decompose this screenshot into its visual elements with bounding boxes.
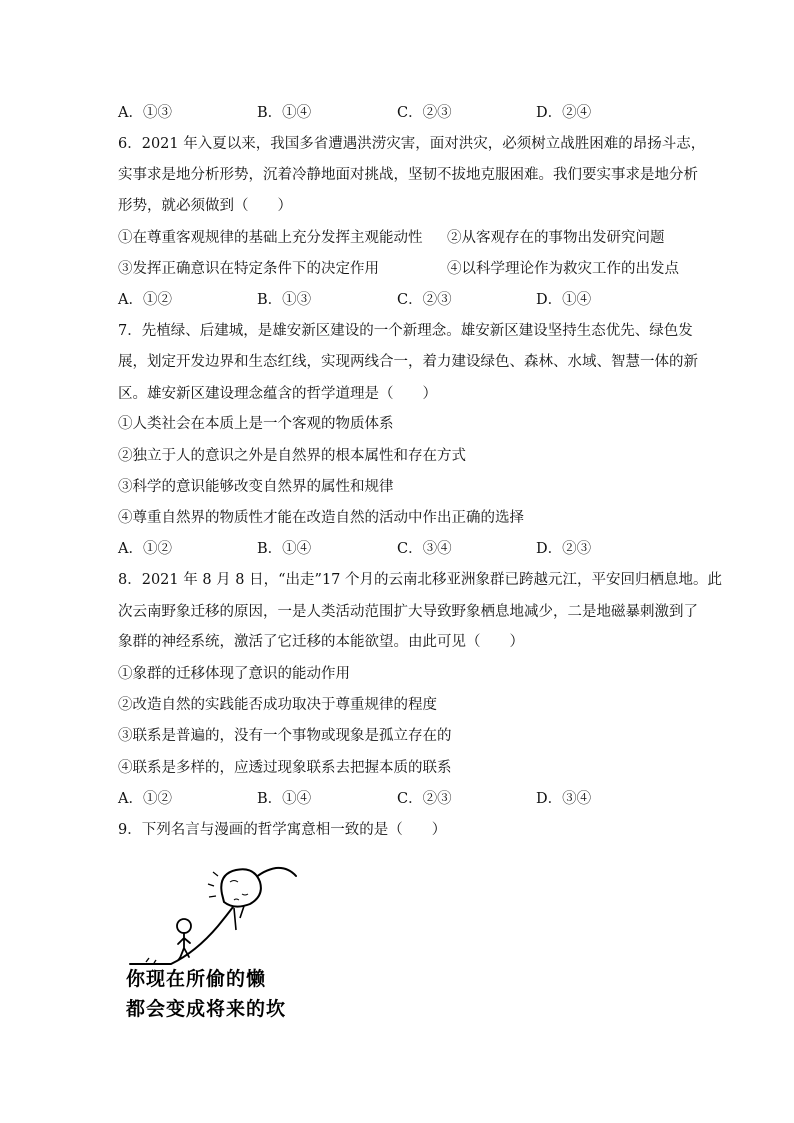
q6-statement-4: ④以科学理论作为救灾工作的出发点: [447, 261, 679, 277]
q8-stem-line-1: 8．2021 年 8 月 8 日，“出走”17 个月的云南北移亚洲象群已跨越元江，平安回归栖息地。此: [118, 572, 723, 588]
q8-option-c: C．②③: [397, 791, 452, 807]
q9-stem: 9．下列名言与漫画的哲学寓意相一致的是（ ）: [118, 822, 447, 838]
q6-option-d: D．①④: [536, 292, 592, 308]
q6-stem-line-3: 形势，就必须做到（ ）: [118, 198, 292, 214]
q8-statement-2: ②改造自然的实践能否成功取决于尊重规律的程度: [118, 697, 437, 713]
q6-options: [118, 290, 718, 310]
q6-statement-3: ③发挥正确意识在特定条件下的决定作用: [118, 261, 379, 277]
cartoon-caption-line-1: 你现在所偷的懒: [126, 968, 267, 990]
q8-stem-line-3: 象群的神经系统，激活了它迁移的本能欲望。由此可见（ ）: [118, 634, 524, 650]
cartoon-caption-line-2: 都会变成将来的坎: [126, 998, 287, 1020]
q6-stem-line-1: 6．2021 年入夏以来，我国多省遭遇洪涝灾害，面对洪灾，必须树立战胜困难的昂扬斗志，: [118, 136, 706, 152]
q7-stem-line-2: 展，划定开发边界和生态红线，实现两线合一，着力建设绿色、森林、水域、智慧一体的新: [118, 354, 698, 370]
q7-option-b: B．①④: [257, 541, 312, 557]
q8-option-b: B．①④: [257, 791, 312, 807]
q6-stem-line-2: 实事求是地分析形势，沉着冷静地面对挑战，坚韧不拔地克服困难。我们要实事求是地分析: [118, 167, 698, 183]
q7-statement-2: ②独立于人的意识之外是自然界的根本属性和存在方式: [118, 448, 466, 464]
q7-options: [118, 539, 718, 559]
q6-option-b: B．①③: [257, 292, 312, 308]
q8-stem-line-2: 次云南野象迁移的原因，一是人类活动范围扩大导致野象栖息地减少，二是地磁暴刺激到了: [118, 604, 698, 620]
q8-statement-1: ①象群的迁移体现了意识的能动作用: [118, 666, 350, 682]
q8-statement-4: ④联系是多样的，应透过现象联系去把握本质的联系: [118, 760, 452, 776]
q6-statement-2: ②从客观存在的事物出发研究问题: [447, 230, 665, 246]
q8-option-a: A．①②: [118, 791, 172, 807]
q8-options: [118, 789, 718, 809]
q7-stem-line-3: 区。雄安新区建设理念蕴含的哲学道理是（ ）: [118, 386, 437, 402]
q7-option-a: A．①②: [118, 541, 172, 557]
q6-option-a: A．①②: [118, 292, 172, 308]
q7-stem-line-1: 7．先植绿、后建城，是雄安新区建设的一个新理念。雄安新区建设坚持生态优先、绿色发: [118, 323, 693, 339]
q7-option-d: D．②③: [536, 541, 592, 557]
q5-options: [118, 103, 718, 123]
q7-statement-3: ③科学的意识能够改变自然界的属性和规律: [118, 479, 394, 495]
q6-statement-1: ①在尊重客观规律的基础上充分发挥主观能动性: [118, 230, 423, 246]
q5-option-a: A．①③: [118, 105, 172, 121]
q7-statement-1: ①人类社会在本质上是一个客观的物质体系: [118, 416, 394, 432]
q5-option-c: C．②③: [397, 105, 452, 121]
q5-option-b: B．①④: [257, 105, 312, 121]
q6-option-c: C．②③: [397, 292, 452, 308]
q8-option-d: D．③④: [536, 791, 592, 807]
q7-option-c: C．③④: [397, 541, 452, 557]
q8-statement-3: ③联系是普遍的，没有一个事物或现象是孤立存在的: [118, 728, 452, 744]
q5-option-d: D．②④: [536, 105, 592, 121]
q7-statement-4: ④尊重自然界的物质性才能在改造自然的活动中作出正确的选择: [118, 510, 524, 526]
